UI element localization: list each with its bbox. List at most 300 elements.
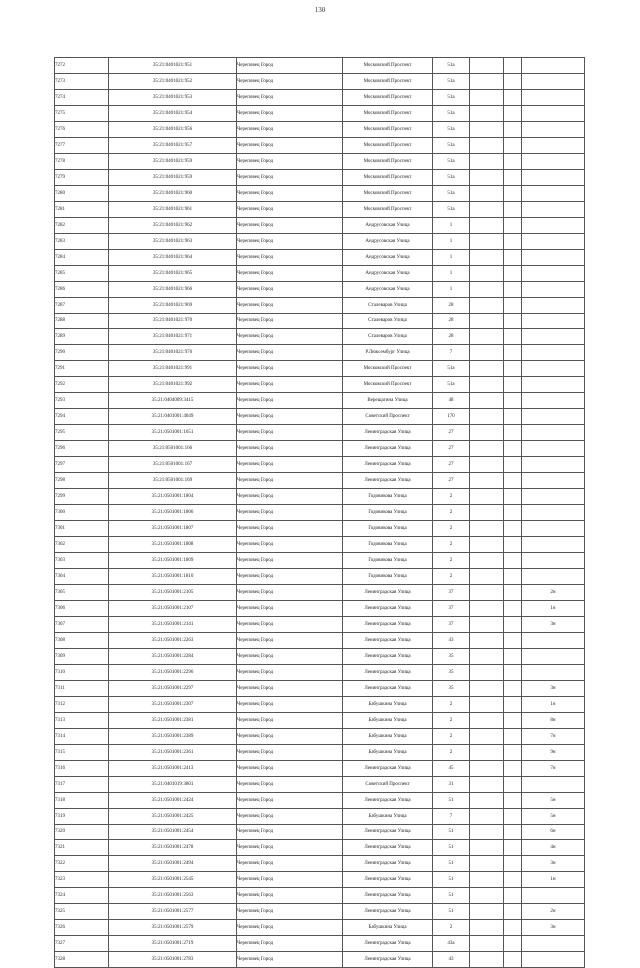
cadastral-number-cell: 35:21:0501001:169: [109, 473, 237, 489]
street-cell: Ленинградская Улица: [343, 616, 433, 632]
street-cell: Московский Проспект: [343, 377, 433, 393]
table-row: [55, 297, 585, 313]
row-number-cell: 7275: [55, 105, 109, 121]
cadastral-number-cell: 35:21:0501001:2494: [109, 856, 237, 872]
empty-cell: [470, 265, 504, 281]
cadastral-number-cell: 35:21:0501001:1810: [109, 569, 237, 585]
empty-cell: [504, 553, 522, 569]
house-number-cell: 35: [433, 680, 470, 696]
house-number-cell: 28: [433, 297, 470, 313]
premises-number-cell: [522, 185, 585, 201]
house-number-cell: 28: [433, 329, 470, 345]
cadastral-number-cell: 35:21:0401021:976: [109, 345, 237, 361]
row-number-cell: 7279: [55, 169, 109, 185]
empty-cell: [470, 600, 504, 616]
empty-cell: [470, 856, 504, 872]
empty-cell: [504, 89, 522, 105]
empty-cell: [504, 728, 522, 744]
street-cell: Годовикова Улица: [343, 489, 433, 505]
house-number-cell: 27: [433, 473, 470, 489]
empty-cell: [504, 680, 522, 696]
table-row: [55, 169, 585, 185]
empty-cell: [470, 153, 504, 169]
empty-cell: [504, 760, 522, 776]
empty-cell: [504, 201, 522, 217]
empty-cell: [504, 776, 522, 792]
table-row: [55, 569, 585, 585]
cadastral-number-cell: 35:21:0501001:167: [109, 457, 237, 473]
table-row: [55, 457, 585, 473]
empty-cell: [470, 648, 504, 664]
table-row: [55, 808, 585, 824]
row-number-cell: 7305: [55, 584, 109, 600]
empty-cell: [504, 441, 522, 457]
house-number-cell: 2: [433, 712, 470, 728]
cadastral-number-cell: 35:21:0501001:166: [109, 441, 237, 457]
empty-cell: [504, 249, 522, 265]
city-cell: Череповец Город: [237, 616, 343, 632]
table-row: [55, 856, 585, 872]
house-number-cell: 51а: [433, 89, 470, 105]
row-number-cell: 7308: [55, 632, 109, 648]
city-cell: Череповец Город: [237, 521, 343, 537]
cadastral-number-cell: 35:21:0401001:4049: [109, 409, 237, 425]
empty-cell: [470, 201, 504, 217]
row-number-cell: 7296: [55, 441, 109, 457]
empty-cell: [504, 265, 522, 281]
empty-cell: [504, 489, 522, 505]
premises-number-cell: [522, 505, 585, 521]
empty-cell: [470, 185, 504, 201]
empty-cell: [504, 792, 522, 808]
street-cell: Московский Проспект: [343, 153, 433, 169]
city-cell: Череповец Город: [237, 281, 343, 297]
house-number-cell: 51а: [433, 185, 470, 201]
empty-cell: [504, 569, 522, 585]
house-number-cell: 43: [433, 952, 470, 968]
row-number-cell: 7274: [55, 89, 109, 105]
house-number-cell: 51: [433, 904, 470, 920]
empty-cell: [470, 441, 504, 457]
cadastral-number-cell: 35:21:0501001:2719: [109, 936, 237, 952]
street-cell: Ленинградская Улица: [343, 648, 433, 664]
table-row: [55, 712, 585, 728]
street-cell: Ленинградская Улица: [343, 441, 433, 457]
city-cell: Череповец Город: [237, 728, 343, 744]
premises-number-cell: [522, 265, 585, 281]
row-number-cell: 7327: [55, 936, 109, 952]
empty-cell: [504, 888, 522, 904]
row-number-cell: 7290: [55, 345, 109, 361]
cadastral-number-cell: 35:21:0401021:957: [109, 137, 237, 153]
city-cell: Череповец Город: [237, 648, 343, 664]
row-number-cell: 7302: [55, 537, 109, 553]
cadastral-number-cell: 35:21:0501001:2284: [109, 648, 237, 664]
row-number-cell: 7285: [55, 265, 109, 281]
cadastral-number-cell: 35:21:0501001:1806: [109, 505, 237, 521]
empty-cell: [470, 425, 504, 441]
house-number-cell: 51а: [433, 377, 470, 393]
row-number-cell: 7289: [55, 329, 109, 345]
empty-cell: [470, 393, 504, 409]
house-number-cell: 1: [433, 265, 470, 281]
row-number-cell: 7292: [55, 377, 109, 393]
table-row: [55, 744, 585, 760]
city-cell: Череповец Город: [237, 89, 343, 105]
table-row: [55, 329, 585, 345]
city-cell: Череповец Город: [237, 888, 343, 904]
table-row: [55, 58, 585, 74]
street-cell: Андрусовская Улица: [343, 217, 433, 233]
empty-cell: [470, 696, 504, 712]
table-row: [55, 696, 585, 712]
street-cell: Бабушкина Улица: [343, 920, 433, 936]
cadastral-number-cell: 35:21:0401021:961: [109, 201, 237, 217]
empty-cell: [504, 377, 522, 393]
house-number-cell: 51: [433, 792, 470, 808]
premises-number-cell: [522, 664, 585, 680]
street-cell: Бабушкина Улица: [343, 744, 433, 760]
premises-number-cell: [522, 73, 585, 89]
cadastral-number-cell: 35:21:0401021:951: [109, 58, 237, 74]
empty-cell: [504, 137, 522, 153]
cadastral-number-cell: 35:21:0401021:959: [109, 153, 237, 169]
table-row: [55, 872, 585, 888]
row-number-cell: 7315: [55, 744, 109, 760]
row-number-cell: 7307: [55, 616, 109, 632]
empty-cell: [470, 792, 504, 808]
house-number-cell: 51: [433, 840, 470, 856]
table-row: [55, 920, 585, 936]
city-cell: Череповец Город: [237, 872, 343, 888]
table-row: [55, 425, 585, 441]
empty-cell: [504, 393, 522, 409]
table-row: [55, 600, 585, 616]
empty-cell: [470, 297, 504, 313]
street-cell: Бабушкина Улица: [343, 808, 433, 824]
empty-cell: [504, 473, 522, 489]
empty-cell: [470, 888, 504, 904]
row-number-cell: 7291: [55, 361, 109, 377]
premises-number-cell: [522, 313, 585, 329]
premises-number-cell: [522, 936, 585, 952]
house-number-cell: 48: [433, 393, 470, 409]
house-number-cell: 2: [433, 920, 470, 936]
city-cell: Череповец Город: [237, 776, 343, 792]
table-row: [55, 616, 585, 632]
cadastral-number-cell: 35:21:0501001:2424: [109, 792, 237, 808]
table-row: [55, 409, 585, 425]
city-cell: Череповец Город: [237, 952, 343, 968]
row-number-cell: 7295: [55, 425, 109, 441]
house-number-cell: 1: [433, 233, 470, 249]
empty-cell: [470, 920, 504, 936]
table-row: [55, 936, 585, 952]
empty-cell: [470, 233, 504, 249]
table-row: [55, 361, 585, 377]
premises-number-cell: [522, 361, 585, 377]
empty-cell: [470, 712, 504, 728]
table-row: [55, 233, 585, 249]
row-number-cell: 7328: [55, 952, 109, 968]
street-cell: Московский Проспект: [343, 201, 433, 217]
empty-cell: [470, 58, 504, 74]
row-number-cell: 7314: [55, 728, 109, 744]
cadastral-number-cell: 35:21:0501001:2105: [109, 584, 237, 600]
empty-cell: [470, 345, 504, 361]
premises-number-cell: [522, 409, 585, 425]
table-row: [55, 377, 585, 393]
row-number-cell: 7319: [55, 808, 109, 824]
street-cell: Бабушкина Улица: [343, 712, 433, 728]
street-cell: Бабушкина Улица: [343, 728, 433, 744]
empty-cell: [470, 569, 504, 585]
table-row: [55, 648, 585, 664]
table-row: [55, 185, 585, 201]
cadastral-number-cell: 35:21:0501001:2577: [109, 904, 237, 920]
street-cell: Годовикова Улица: [343, 537, 433, 553]
house-number-cell: 1: [433, 249, 470, 265]
city-cell: Череповец Город: [237, 569, 343, 585]
empty-cell: [470, 584, 504, 600]
premises-number-cell: [522, 648, 585, 664]
table-row: [55, 89, 585, 105]
table-row: [55, 121, 585, 137]
street-cell: Ленинградская Улица: [343, 632, 433, 648]
street-cell: Ленинградская Улица: [343, 473, 433, 489]
empty-cell: [470, 728, 504, 744]
empty-cell: [504, 744, 522, 760]
empty-cell: [504, 169, 522, 185]
empty-cell: [504, 505, 522, 521]
cadastral-number-cell: 35:21:0501001:1809: [109, 553, 237, 569]
city-cell: Череповец Город: [237, 313, 343, 329]
city-cell: Череповец Город: [237, 712, 343, 728]
empty-cell: [504, 920, 522, 936]
premises-number-cell: 3н: [522, 680, 585, 696]
cadastral-number-cell: 35:21:0401021:966: [109, 281, 237, 297]
house-number-cell: 45: [433, 760, 470, 776]
street-cell: Ленинградская Улица: [343, 584, 433, 600]
empty-cell: [470, 760, 504, 776]
row-number-cell: 7311: [55, 680, 109, 696]
house-number-cell: 7: [433, 345, 470, 361]
empty-cell: [504, 121, 522, 137]
row-number-cell: 7306: [55, 600, 109, 616]
street-cell: Московский Проспект: [343, 185, 433, 201]
street-cell: Верещагина Улица: [343, 393, 433, 409]
house-number-cell: 51: [433, 856, 470, 872]
cadastral-number-cell: 35:21:0401021:992: [109, 377, 237, 393]
empty-cell: [504, 58, 522, 74]
house-number-cell: 170: [433, 409, 470, 425]
street-cell: Ленинградская Улица: [343, 888, 433, 904]
empty-cell: [470, 776, 504, 792]
cadastral-number-cell: 35:21:0501001:2413: [109, 760, 237, 776]
premises-number-cell: [522, 888, 585, 904]
premises-number-cell: 5н: [522, 808, 585, 824]
cadastral-number-cell: 35:21:0501001:2141: [109, 616, 237, 632]
house-number-cell: 27: [433, 425, 470, 441]
cadastral-number-cell: 35:21:0401021:970: [109, 313, 237, 329]
house-number-cell: 2: [433, 553, 470, 569]
house-number-cell: 37: [433, 584, 470, 600]
premises-number-cell: 4н: [522, 840, 585, 856]
street-cell: Ленинградская Улица: [343, 952, 433, 968]
row-number-cell: 7281: [55, 201, 109, 217]
cadastral-number-cell: 35:21:0401021:952: [109, 73, 237, 89]
table-row: [55, 760, 585, 776]
house-number-cell: 35: [433, 664, 470, 680]
cadastral-number-cell: 35:21:0401021:954: [109, 105, 237, 121]
premises-number-cell: 3н: [522, 616, 585, 632]
premises-number-cell: [522, 297, 585, 313]
table-row: [55, 824, 585, 840]
city-cell: Череповец Город: [237, 696, 343, 712]
premises-number-cell: 7н: [522, 728, 585, 744]
empty-cell: [504, 808, 522, 824]
table-row: [55, 840, 585, 856]
row-number-cell: 7324: [55, 888, 109, 904]
cadastral-number-cell: 35:21:0501001:2307: [109, 696, 237, 712]
table-row: [55, 201, 585, 217]
premises-number-cell: [522, 473, 585, 489]
premises-number-cell: [522, 521, 585, 537]
premises-number-cell: [522, 393, 585, 409]
cadastral-number-cell: 35:21:0401021:991: [109, 361, 237, 377]
street-cell: Ленинградская Улица: [343, 936, 433, 952]
empty-cell: [504, 313, 522, 329]
cadastral-number-cell: 35:21:0401021:969: [109, 297, 237, 313]
house-number-cell: 51а: [433, 153, 470, 169]
cadastral-number-cell: 35:21:0501001:2563: [109, 888, 237, 904]
empty-cell: [470, 457, 504, 473]
empty-cell: [504, 696, 522, 712]
street-cell: Московский Проспект: [343, 58, 433, 74]
house-number-cell: 27: [433, 441, 470, 457]
street-cell: Андрусовская Улица: [343, 281, 433, 297]
row-number-cell: 7294: [55, 409, 109, 425]
house-number-cell: 51а: [433, 58, 470, 74]
table-row: [55, 888, 585, 904]
row-number-cell: 7286: [55, 281, 109, 297]
house-number-cell: 7: [433, 808, 470, 824]
premises-number-cell: [522, 169, 585, 185]
premises-number-cell: [522, 377, 585, 393]
city-cell: Череповец Город: [237, 632, 343, 648]
street-cell: Ленинградская Улица: [343, 760, 433, 776]
empty-cell: [504, 281, 522, 297]
city-cell: Череповец Город: [237, 489, 343, 505]
city-cell: Череповец Город: [237, 824, 343, 840]
table-row: [55, 393, 585, 409]
premises-number-cell: [522, 89, 585, 105]
house-number-cell: 1: [433, 281, 470, 297]
street-cell: Ленинградская Улица: [343, 840, 433, 856]
table-row: [55, 217, 585, 233]
street-cell: Ленинградская Улица: [343, 425, 433, 441]
empty-cell: [470, 313, 504, 329]
house-number-cell: 51а: [433, 105, 470, 121]
street-cell: Андрусовская Улица: [343, 249, 433, 265]
empty-cell: [504, 153, 522, 169]
house-number-cell: 37: [433, 600, 470, 616]
city-cell: Череповец Город: [237, 153, 343, 169]
cadastral-number-cell: 35:21:0501001:1807: [109, 521, 237, 537]
row-number-cell: 7288: [55, 313, 109, 329]
premises-number-cell: [522, 441, 585, 457]
cadastral-number-cell: 35:21:0501001:2296: [109, 664, 237, 680]
empty-cell: [470, 664, 504, 680]
city-cell: Череповец Город: [237, 409, 343, 425]
premises-number-cell: [522, 121, 585, 137]
cadastral-number-cell: 35:21:0501001:1804: [109, 489, 237, 505]
city-cell: Череповец Город: [237, 265, 343, 281]
empty-cell: [470, 553, 504, 569]
row-number-cell: 7280: [55, 185, 109, 201]
premises-number-cell: 5н: [522, 792, 585, 808]
table-row: [55, 664, 585, 680]
empty-cell: [504, 409, 522, 425]
premises-number-cell: [522, 952, 585, 968]
premises-number-cell: [522, 569, 585, 585]
empty-cell: [504, 648, 522, 664]
row-number-cell: 7310: [55, 664, 109, 680]
cadastral-number-cell: 35:21:0401021:971: [109, 329, 237, 345]
empty-cell: [504, 361, 522, 377]
empty-cell: [470, 537, 504, 553]
table-row: [55, 249, 585, 265]
city-cell: Череповец Город: [237, 233, 343, 249]
street-cell: Годовикова Улица: [343, 569, 433, 585]
premises-number-cell: 1н: [522, 696, 585, 712]
table-row: [55, 904, 585, 920]
empty-cell: [470, 473, 504, 489]
premises-number-cell: 9н: [522, 744, 585, 760]
empty-cell: [470, 377, 504, 393]
city-cell: Череповец Город: [237, 553, 343, 569]
table-row: [55, 584, 585, 600]
cadastral-number-cell: 35:21:0401021:962: [109, 217, 237, 233]
street-cell: Московский Проспект: [343, 169, 433, 185]
empty-cell: [470, 169, 504, 185]
empty-cell: [504, 664, 522, 680]
table-row: [55, 521, 585, 537]
registry-table: [54, 57, 585, 968]
street-cell: Ленинградская Улица: [343, 664, 433, 680]
cadastral-number-cell: 35:21:0501001:2297: [109, 680, 237, 696]
house-number-cell: 2: [433, 521, 470, 537]
empty-cell: [470, 824, 504, 840]
street-cell: Ленинградская Улица: [343, 904, 433, 920]
table-row: [55, 952, 585, 968]
house-number-cell: 27: [433, 457, 470, 473]
premises-number-cell: [522, 137, 585, 153]
city-cell: Череповец Город: [237, 792, 343, 808]
empty-cell: [504, 73, 522, 89]
empty-cell: [504, 904, 522, 920]
premises-number-cell: 8н: [522, 712, 585, 728]
page-number: 130: [314, 6, 326, 14]
premises-number-cell: 2н: [522, 584, 585, 600]
premises-number-cell: 1н: [522, 600, 585, 616]
street-cell: Ленинградская Улица: [343, 600, 433, 616]
house-number-cell: 2: [433, 537, 470, 553]
city-cell: Череповец Город: [237, 808, 343, 824]
empty-cell: [504, 872, 522, 888]
table-row: [55, 776, 585, 792]
row-number-cell: 7293: [55, 393, 109, 409]
